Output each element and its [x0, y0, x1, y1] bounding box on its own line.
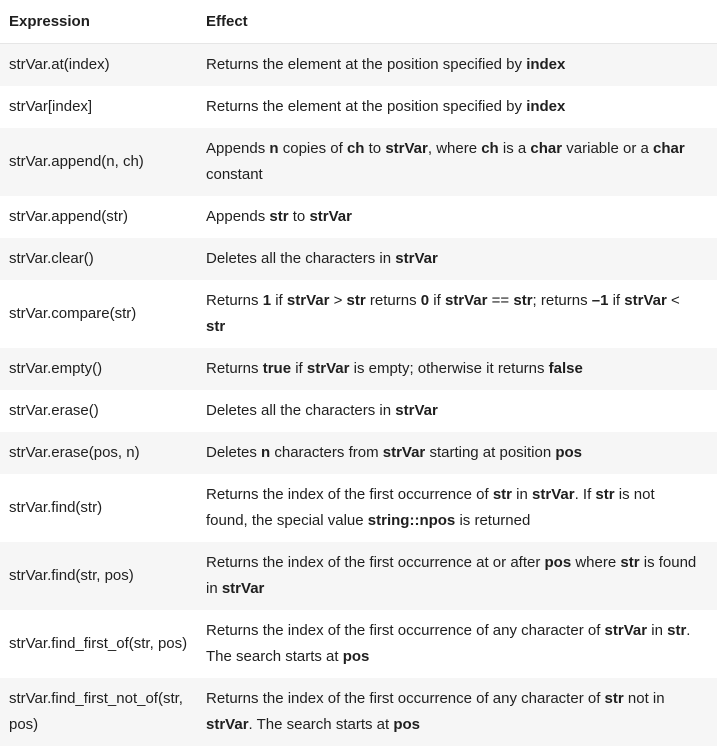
- table-row: [0, 390, 717, 432]
- expression-cell: strVar.clear(): [9, 250, 94, 267]
- effect-keyword: ch: [346, 140, 365, 157]
- expression-cell: strVar.at(index): [9, 56, 110, 73]
- table-row: [0, 280, 717, 348]
- effect-text: Returns: [206, 360, 263, 377]
- effect-text: not in: [623, 690, 665, 707]
- effect-keyword: strVar: [306, 360, 350, 377]
- effect-text: Appends: [206, 208, 270, 225]
- effect-text: Returns the index of the first occurrence of any character of: [206, 690, 605, 707]
- effect-text: to: [364, 140, 386, 157]
- effect-keyword: strVar: [221, 580, 265, 597]
- effect-keyword: strVar: [604, 622, 648, 639]
- effect-text: . If: [574, 486, 596, 503]
- header-expression: Expression: [9, 12, 90, 30]
- effect-text: is a: [498, 140, 531, 157]
- expression-cell: strVar.append(str): [9, 208, 128, 225]
- effect-cell: [206, 94, 717, 120]
- effect-keyword: pos: [544, 554, 572, 571]
- effect-text: Returns the index of the first occurrence of any character of: [206, 622, 605, 639]
- effect-text: if: [429, 292, 445, 309]
- effect-keyword: pos: [555, 444, 583, 461]
- effect-cell: [206, 482, 717, 534]
- effect-keyword: strVar: [309, 208, 352, 225]
- effect-text: is returned: [455, 512, 531, 529]
- expression-cell: strVar.erase(): [9, 402, 99, 419]
- expression-cell: strVar.empty(): [9, 360, 103, 377]
- table-row: [0, 348, 717, 390]
- expression-cell: strVar.append(n, ch): [9, 153, 144, 170]
- effect-text: in: [512, 486, 533, 503]
- effect-text: Deletes all the characters in: [206, 402, 396, 419]
- effect-cell: [206, 440, 717, 466]
- effect-text: . The search starts at: [206, 622, 691, 665]
- effect-keyword: –1: [591, 292, 609, 309]
- effect-cell: [206, 686, 717, 738]
- expression-cell: strVar.erase(pos, n): [9, 444, 140, 461]
- effect-cell: [206, 356, 717, 382]
- effect-keyword: strVar: [395, 402, 438, 419]
- effect-cell: [206, 288, 717, 340]
- expression-cell: strVar.compare(str): [9, 305, 137, 322]
- effect-text: is found in: [206, 554, 697, 597]
- effect-text: Returns the index of the first occurrence of: [206, 486, 493, 503]
- table-row: [0, 542, 717, 610]
- effect-keyword: index: [526, 56, 566, 73]
- effect-cell: [206, 618, 717, 670]
- effect-text: in: [647, 622, 668, 639]
- effect-keyword: str: [346, 292, 366, 309]
- effect-text: >: [329, 292, 347, 309]
- effect-keyword: strVar: [444, 292, 488, 309]
- effect-text: Returns the element at the position specified by: [206, 98, 527, 115]
- effect-keyword: str: [667, 622, 687, 639]
- table-row: [0, 432, 717, 474]
- table-header-row: [0, 0, 717, 44]
- effect-text: where: [571, 554, 621, 571]
- effect-keyword: strVar: [286, 292, 330, 309]
- effect-keyword: pos: [393, 716, 421, 733]
- effect-keyword: n: [261, 444, 271, 461]
- expression-cell: strVar.find(str, pos): [9, 567, 134, 584]
- effect-text: ; returns: [532, 292, 592, 309]
- effect-keyword: true: [262, 360, 292, 377]
- effect-cell: [206, 398, 717, 424]
- expression-cell: strVar.find_first_of(str, pos): [9, 635, 188, 652]
- effect-text: Deletes all the characters in: [206, 250, 396, 267]
- effect-keyword: strVar: [532, 486, 575, 503]
- table-row: [0, 44, 717, 86]
- effect-text: copies of: [278, 140, 347, 157]
- effect-cell: [206, 246, 701, 272]
- effect-keyword: char: [530, 140, 563, 157]
- effect-text: characters from: [270, 444, 383, 461]
- effect-text: Appends: [206, 140, 270, 157]
- effect-keyword: str: [513, 292, 533, 309]
- table-row: [0, 474, 717, 542]
- effect-keyword: n: [269, 140, 279, 157]
- effect-text: constant: [206, 166, 263, 183]
- effect-keyword: false: [548, 360, 583, 377]
- effect-text: variable or a: [562, 140, 653, 157]
- effect-keyword: str: [604, 690, 624, 707]
- effect-text: Returns the element at the position specified by: [206, 56, 527, 73]
- expression-cell: strVar.find(str): [9, 499, 103, 516]
- effect-text: is empty; otherwise it returns: [349, 360, 549, 377]
- effect-text: starting at position: [425, 444, 556, 461]
- effect-keyword: str: [620, 554, 640, 571]
- effect-keyword: pos: [342, 648, 370, 665]
- table-row: [0, 238, 717, 280]
- effect-text: ==: [487, 292, 514, 309]
- effect-cell: [206, 204, 717, 230]
- effect-text: is not found, the special value: [206, 486, 655, 529]
- effect-keyword: strVar: [385, 140, 428, 157]
- effect-keyword: str: [595, 486, 615, 503]
- effect-text: Returns the index of the first occurrence at or after: [206, 554, 545, 571]
- effect-keyword: string::npos: [367, 512, 456, 529]
- table-row: [0, 678, 717, 746]
- effect-keyword: str: [492, 486, 512, 503]
- effect-keyword: strVar: [624, 292, 667, 309]
- header-effect: Effect: [206, 12, 248, 30]
- effect-keyword: str: [206, 318, 226, 335]
- effect-text: Returns: [206, 292, 263, 309]
- effect-text: . The search starts at: [248, 716, 394, 733]
- effect-cell: [206, 550, 717, 602]
- effect-keyword: 1: [262, 292, 272, 309]
- effect-text: if: [608, 292, 625, 309]
- effect-keyword: strVar: [382, 444, 426, 461]
- effect-keyword: 0: [420, 292, 430, 309]
- table-row: [0, 128, 717, 196]
- effect-text: , where: [427, 140, 482, 157]
- effect-keyword: index: [526, 98, 566, 115]
- effect-cell: [206, 52, 717, 78]
- effect-keyword: strVar: [395, 250, 438, 267]
- effect-text: if: [271, 292, 287, 309]
- effect-text: if: [291, 360, 307, 377]
- effect-keyword: char: [653, 140, 685, 157]
- expression-cell: strVar.find_first_not_of(str, pos): [9, 690, 183, 733]
- table-row: [0, 610, 717, 678]
- effect-text: <: [666, 292, 680, 309]
- effect-text: returns: [365, 292, 421, 309]
- effect-cell: [206, 136, 717, 188]
- effect-keyword: ch: [481, 140, 499, 157]
- effect-text: Deletes: [206, 444, 262, 461]
- table-row: [0, 196, 717, 238]
- effect-text: to: [288, 208, 310, 225]
- expression-cell: strVar[index]: [9, 98, 93, 115]
- table-row: [0, 86, 717, 128]
- effect-keyword: str: [269, 208, 289, 225]
- table-body: [0, 44, 717, 746]
- effect-keyword: strVar: [206, 716, 249, 733]
